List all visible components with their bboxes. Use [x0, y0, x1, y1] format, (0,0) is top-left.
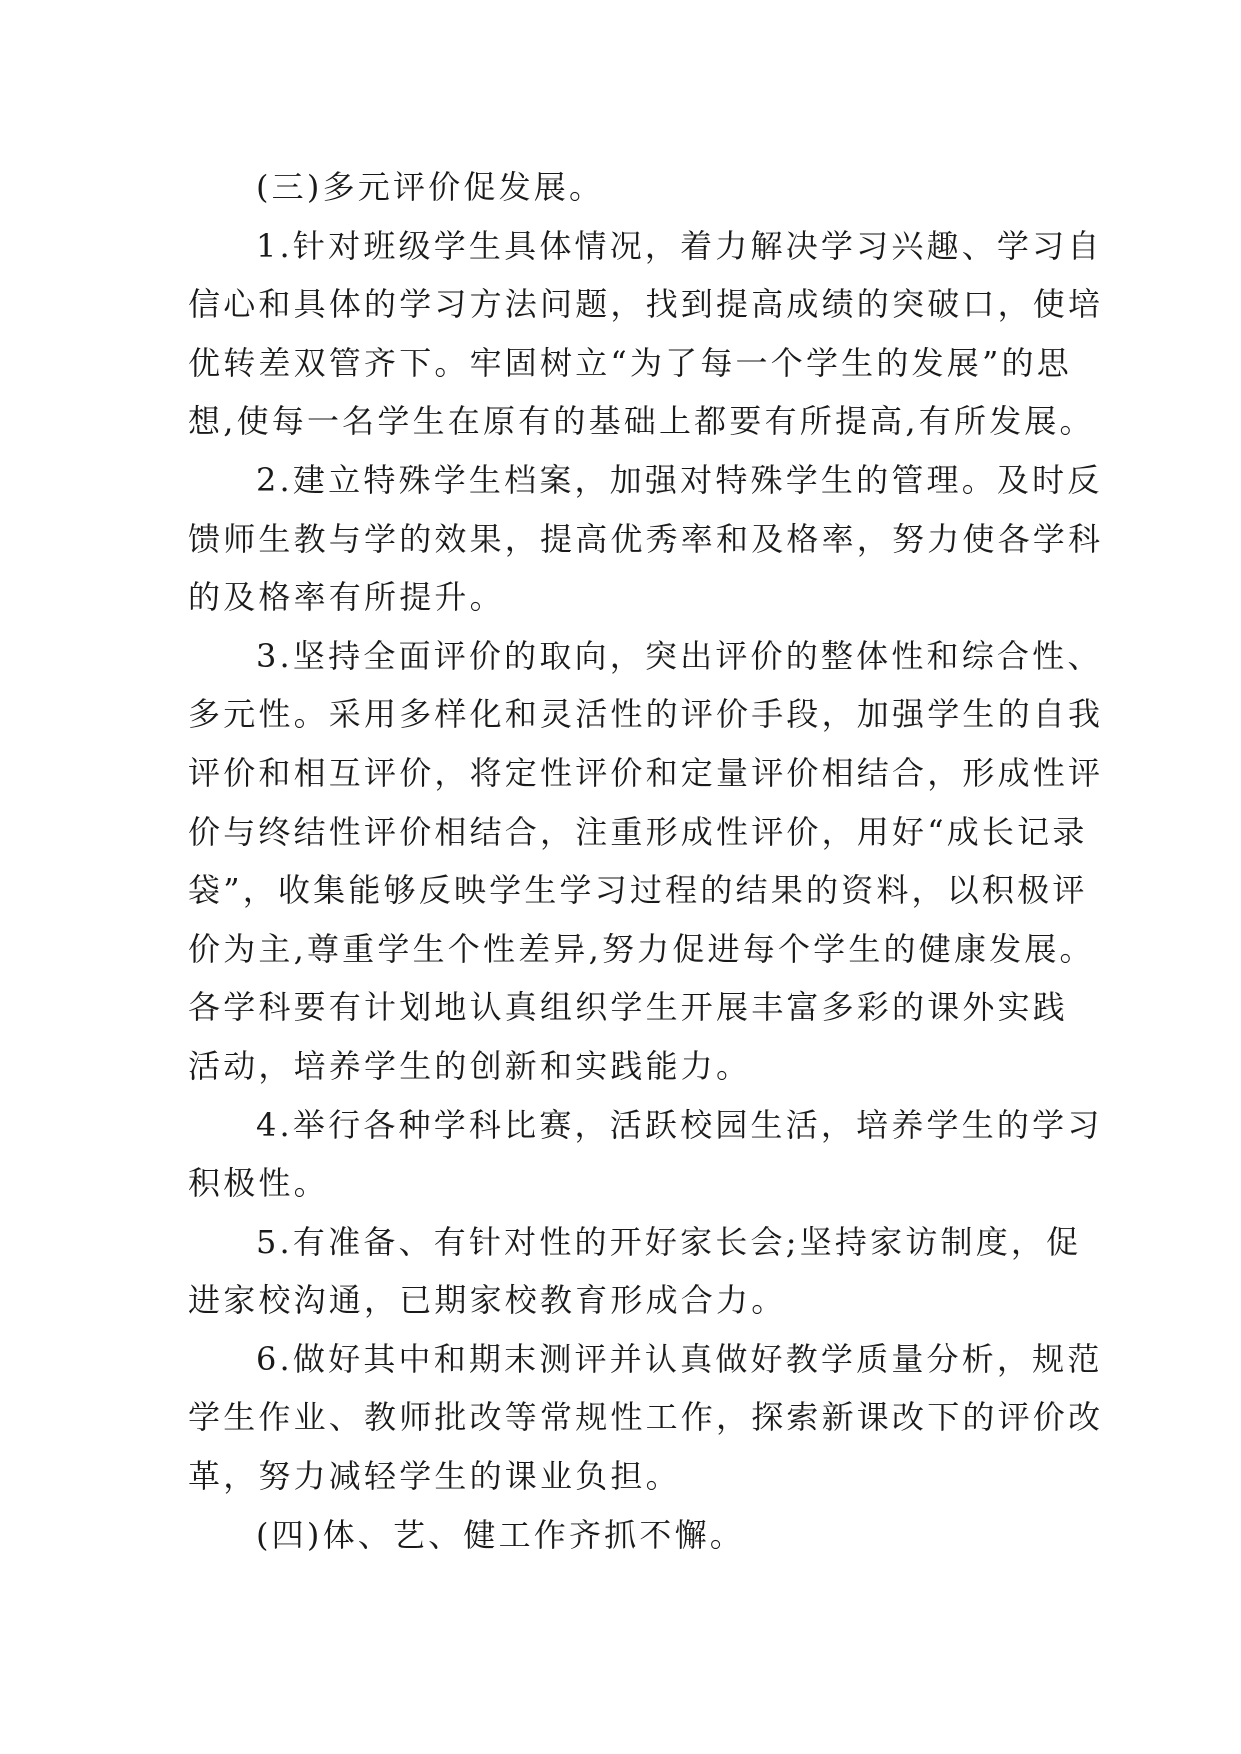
paragraph-line: 革，努力减轻学生的课业负担。: [188, 1457, 681, 1496]
document-body: [188, 158, 1104, 1564]
paragraph-line: 价为主,尊重学生个性差异,努力促进每个学生的健康发展。: [188, 929, 1095, 968]
paragraph-line: 想,使每一名学生在原有的基础上都要有所提高,有所发展。: [188, 402, 1095, 441]
paragraph-line: 1.针对班级学生具体情况，着力解决学习兴趣、学习自: [256, 226, 1103, 265]
paragraph-line: 进家校沟通，已期家校教育形成合力。: [188, 1281, 787, 1320]
paragraph-line: 优转差双管齐下。牢固树立“为了每一个学生的发展”的思: [188, 343, 1072, 382]
paragraph-line: 多元性。采用多样化和灵活性的评价手段，加强学生的自我: [188, 695, 1104, 734]
paragraph-line: 袋”，收集能够反映学生学习过程的结果的资料，以积极评: [188, 871, 1088, 910]
paragraph-line: 评价和相互评价，将定性评价和定量评价相结合，形成性评: [188, 753, 1104, 792]
paragraph-line: 2.建立特殊学生档案，加强对特殊学生的管理。及时反: [256, 460, 1103, 499]
paragraph-line: 价与终结性评价相结合，注重形成性评价，用好“成长记录: [188, 812, 1088, 851]
paragraph-line: 4.举行各种学科比赛，活跃校园生活，培养学生的学习: [256, 1105, 1103, 1144]
paragraph-line: 的及格率有所提升。: [188, 578, 505, 617]
paragraph-line: 各学科要有计划地认真组织学生开展丰富多彩的课外实践: [188, 988, 1069, 1027]
paragraph-line: 活动，培养学生的创新和实践能力。: [188, 1046, 752, 1085]
paragraph-line: 积极性。: [188, 1164, 329, 1203]
section-heading-4: (四)体、艺、健工作齐抓不懈。: [256, 1515, 745, 1554]
paragraph-line: 5.有准备、有针对性的开好家长会;坚持家访制度，促: [256, 1222, 1082, 1261]
paragraph-line: 学生作业、教师批改等常规性工作，探索新课改下的评价改: [188, 1398, 1104, 1437]
paragraph-line: 3.坚持全面评价的取向，突出评价的整体性和综合性、: [256, 636, 1103, 675]
paragraph-line: 6.做好其中和期末测评并认真做好教学质量分析，规范: [256, 1339, 1103, 1378]
section-heading-3: (三)多元评价促发展。: [256, 168, 605, 206]
paragraph-line: 馈师生教与学的效果，提高优秀率和及格率，努力使各学科: [188, 519, 1104, 558]
paragraph-line: 信心和具体的学习方法问题，找到提高成绩的突破口，使培: [188, 285, 1104, 324]
